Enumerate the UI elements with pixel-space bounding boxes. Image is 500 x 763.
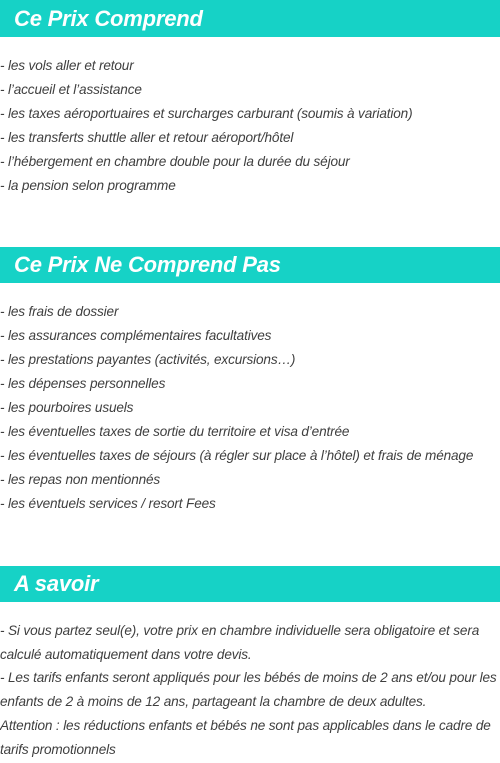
section-title: A savoir — [14, 571, 99, 596]
list-item: - l’hébergement en chambre double pour la durée du séjour — [0, 154, 350, 169]
list-item: - l’accueil et l’assistance — [0, 82, 142, 97]
list-item: - les dépenses personnelles — [0, 376, 166, 391]
section-good-to-know — [0, 566, 500, 761]
list-item: - les frais de dossier — [0, 304, 119, 319]
section-banner — [0, 566, 500, 602]
not-included-list — [0, 300, 500, 516]
list-item: - les repas non mentionnés — [0, 472, 161, 487]
good-to-know-text — [0, 619, 500, 761]
section-banner — [0, 247, 500, 283]
list-item: - les éventuels services / resort Fees — [0, 496, 216, 511]
section-title: Ce Prix Comprend — [14, 5, 203, 31]
paragraph: - Si vous partez seul(e), votre prix en chambre individuelle sera obligatoire et sera calculé automatiquement dans votre devis. — [0, 623, 480, 662]
list-item: - les taxes aéroportuaires et surcharges carburant (soumis à variation) — [0, 106, 413, 121]
list-item: - les transferts shuttle aller et retour aéroport/hôtel — [0, 130, 294, 145]
included-list — [0, 54, 500, 198]
section-title: Ce Prix Ne Comprend Pas — [14, 252, 281, 277]
section-not-included — [0, 247, 500, 516]
paragraph: Attention : les réductions enfants et bébés ne sont pas applicables dans le cadre de tarifs promotionnels — [0, 717, 491, 757]
section-banner — [0, 0, 500, 37]
list-item: - les vols aller et retour — [0, 58, 134, 73]
list-item: - les éventuelles taxes de séjours (à régler sur place à l’hôtel) et frais de ménage — [0, 448, 474, 463]
list-item: - les pourboires usuels — [0, 400, 134, 415]
list-item: - les éventuelles taxes de sortie du territoire et visa d’entrée — [0, 424, 350, 439]
list-item: - les prestations payantes (activités, excursions…) — [0, 352, 296, 367]
section-included — [0, 0, 500, 198]
list-item: - la pension selon programme — [0, 178, 176, 193]
list-item: - les assurances complémentaires facultatives — [0, 328, 272, 343]
paragraph: - Les tarifs enfants seront appliqués pour les bébés de moins de 2 ans et/ou pour les enfants de 2 à moins de 12 ans, partageant la chambre de deux adultes. — [0, 670, 497, 710]
